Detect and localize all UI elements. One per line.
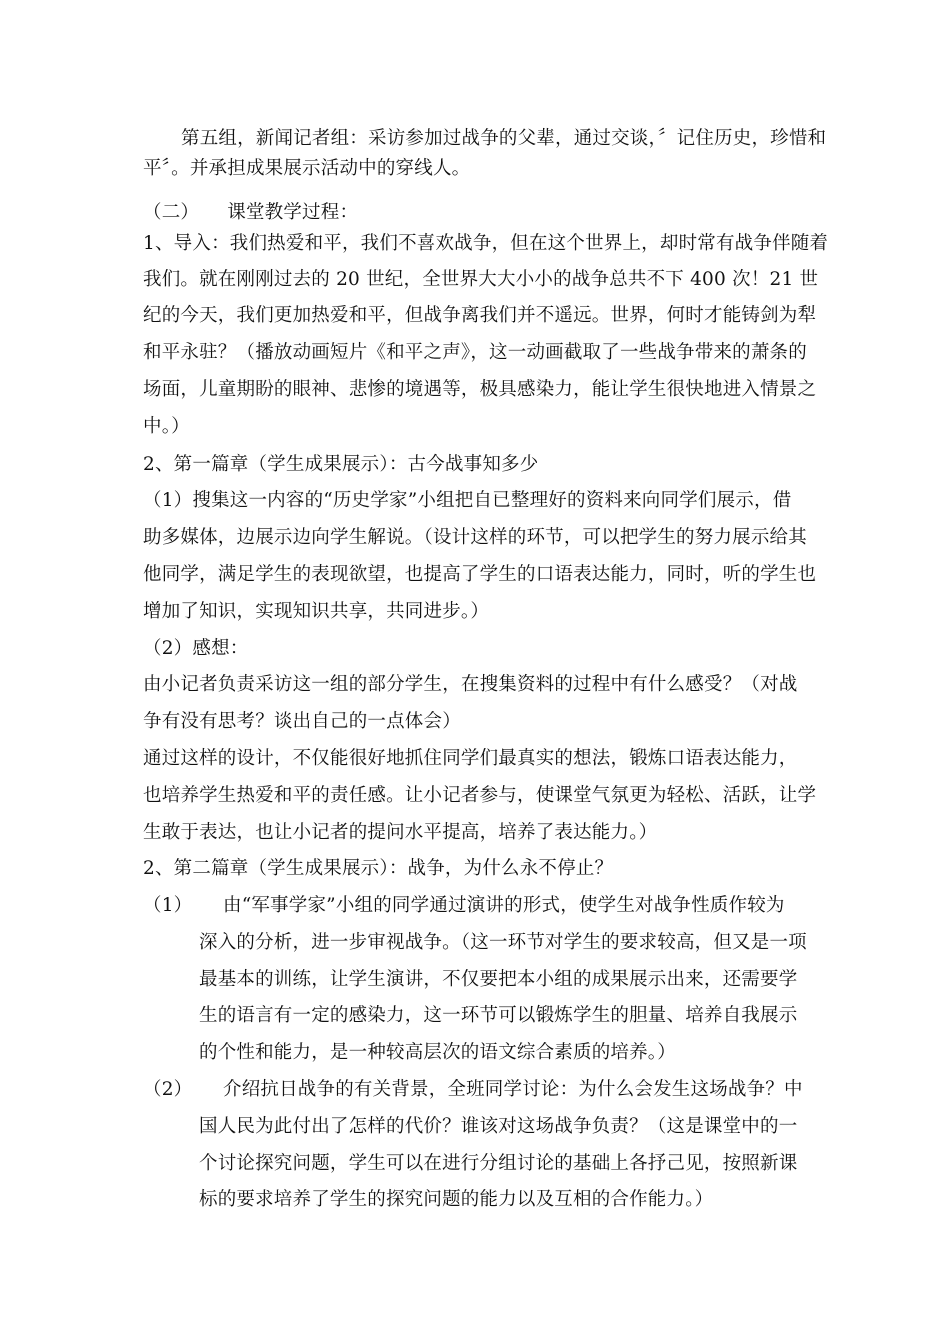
text-line: 介绍抗日战争的有关背景，全班同学讨论：为什么会发生这场战争？中 bbox=[223, 1079, 803, 1100]
text-line: 争有没有思考？谈出自己的一点体会） bbox=[143, 711, 461, 732]
text-line: 第五组，新闻记者组：采访参加过战争的父辈，通过交谈，〞记住历史，珍惜和 bbox=[181, 128, 827, 149]
text-line: 中。） bbox=[143, 416, 190, 437]
list-marker: （2） bbox=[143, 1079, 193, 1100]
text-line: 深入的分析，进一步审视战争。（这一环节对学生的要求较高，但又是一项 bbox=[199, 932, 807, 953]
text-line: 我们。就在刚刚过去的 20 世纪，全世界大大小小的战争总共不下 400 次！21 世 bbox=[143, 269, 819, 290]
text-line: 场面，儿童期盼的眼神、悲惨的境遇等，极具感染力，能让学生很快地进入情景之 bbox=[143, 379, 817, 400]
chapter-heading: 2、第二篇章（学生成果展示）：战争，为什么永不停止？ bbox=[143, 858, 614, 879]
section-heading: （二） 课堂教学过程： bbox=[143, 202, 359, 223]
text-line: 1、导入：我们热爱和平，我们不喜欢战争，但在这个世界上，却时常有战争伴随着 bbox=[143, 233, 829, 254]
text-line: 个讨论探究问题，学生可以在进行分组讨论的基础上各抒己见，按照新课 bbox=[199, 1153, 798, 1174]
text-line: 的个性和能力，是一种较高层次的语文综合素质的培养。） bbox=[199, 1042, 676, 1063]
text-line: 他同学，满足学生的表现欲望，也提高了学生的口语表达能力，同时，听的学生也 bbox=[143, 564, 817, 585]
text-line: 平〞。并承担成果展示活动中的穿线人。 bbox=[143, 158, 471, 179]
text-line: 由小记者负责采访这一组的部分学生，在搜集资料的过程中有什么感受？（对战 bbox=[143, 674, 798, 695]
text-line: 助多媒体，边展示边向学生解说。（设计这样的环节，可以把学生的努力展示给其 bbox=[143, 527, 807, 548]
text-line: 通过这样的设计，不仅能很好地抓住同学们最真实的想法，锻炼口语表达能力， bbox=[143, 748, 798, 769]
text-line: 增加了知识，实现知识共享，共同进步。） bbox=[143, 601, 490, 622]
text-line: （2）感想： bbox=[143, 638, 249, 659]
text-line: 也培养学生热爱和平的责任感。让小记者参与，使课堂气氛更为轻松、活跃，让学 bbox=[143, 785, 817, 806]
list-marker: （1） bbox=[143, 895, 193, 916]
chapter-heading: 2、第一篇章（学生成果展示）：古今战事知多少 bbox=[143, 454, 539, 475]
text-line: 标的要求培养了学生的探究问题的能力以及互相的合作能力。） bbox=[199, 1189, 714, 1210]
text-line: 纪的今天，我们更加热爱和平，但战争离我们并不遥远。世界，何时才能铸剑为犁 bbox=[143, 305, 817, 326]
text-line: 和平永驻？（播放动画短片《和平之声》，这一动画截取了一些战争带来的萧条的 bbox=[143, 342, 807, 363]
text-line: 生敢于表达，也让小记者的提问水平提高，培养了表达能力。） bbox=[143, 822, 658, 843]
text-line: 由“军事学家”小组的同学通过演讲的形式，使学生对战争性质作较为 bbox=[223, 895, 785, 916]
text-line: 生的语言有一定的感染力，这一环节可以锻炼学生的胆量、培养自我展示 bbox=[199, 1005, 798, 1026]
text-line: 国人民为此付出了怎样的代价？谁该对这场战争负责？（这是课堂中的一 bbox=[199, 1116, 798, 1137]
text-line: 最基本的训练，让学生演讲，不仅要把本小组的成果展示出来，还需要学 bbox=[199, 969, 798, 990]
text-line: （1）搜集这一内容的“历史学家”小组把自已整理好的资料来向同学们展示，借 bbox=[143, 490, 792, 511]
